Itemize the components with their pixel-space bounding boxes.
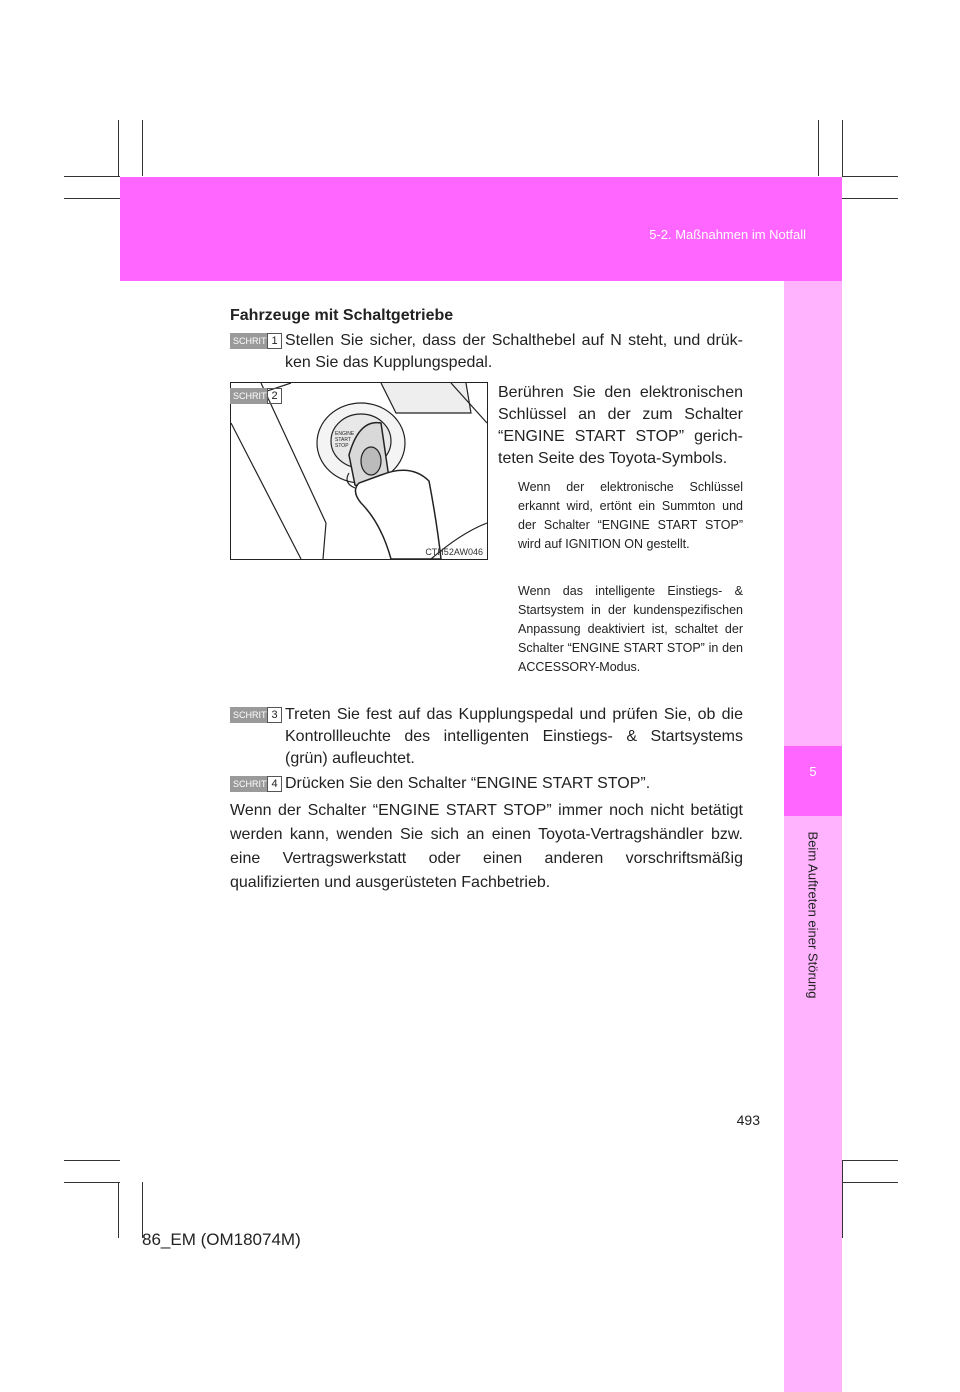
crop-mark <box>818 120 819 176</box>
crop-mark <box>142 120 143 176</box>
step-3-text: Treten Sie fest auf das Kupplungspedal und prüfen Sie, ob die Kontrollleuchte des intelligenten Einstiegs- & Startsystems (grün) aufleuchtet. <box>285 706 743 767</box>
step-number: 2 <box>267 388 282 404</box>
chapter-number: 5 <box>809 764 817 779</box>
step-number: 1 <box>267 333 282 349</box>
section-title: 5-2. Maßnahmen im Notfall <box>649 227 806 242</box>
step-label: SCHRITT <box>230 333 267 349</box>
step-badge-1 <box>230 333 282 349</box>
key-fob-drawing <box>231 383 487 559</box>
closing-paragraph: Wenn der Schalter “ENGINE START STOP” immer noch nicht betätigt werden kann, wenden Sie sich an einen Toyota-Vertragshändler bzw. eine Vertragswerkstatt oder einen anderen vorschriftsmäßig qualifizierten und ausgerüsteten Fachbetrieb. <box>230 802 743 891</box>
crop-mark <box>64 1182 120 1183</box>
crop-mark <box>64 1160 120 1161</box>
step-number: 3 <box>267 707 282 723</box>
figure-code: CTH52AW046 <box>425 547 483 557</box>
step-label: SCHRITT <box>230 776 267 792</box>
document-code: 86_EM (OM18074M) <box>142 1230 301 1249</box>
crop-mark <box>842 1182 898 1183</box>
step-number: 4 <box>267 776 282 792</box>
key-fob-illustration <box>230 382 488 560</box>
step-label: SCHRITT <box>230 707 267 723</box>
step-badge-4 <box>230 776 282 792</box>
section-heading: Fahrzeuge mit Schaltgetriebe <box>230 307 454 324</box>
step-badge-3 <box>230 707 282 723</box>
crop-mark <box>118 120 119 176</box>
note-2: Wenn das intelligente Einstiegs- & Startsystem in der kundenspezifischen Anpassung deaktiviert ist, schaltet der Schalter “ENGINE START STOP” in den ACCESSORY-Modus. <box>518 584 743 674</box>
page-number: 493 <box>736 1112 760 1128</box>
crop-mark <box>842 120 843 176</box>
crop-mark <box>842 1160 898 1161</box>
step-label: SCHRITT <box>230 388 267 404</box>
crop-mark <box>118 1182 119 1238</box>
chapter-tab <box>784 746 842 816</box>
chapter-label: Beim Auftreten einer Störung <box>805 831 821 999</box>
crop-mark <box>842 176 898 177</box>
header-band <box>120 177 842 281</box>
crop-mark <box>64 176 120 177</box>
crop-mark <box>842 198 898 199</box>
note-1: Wenn der elektronische Schlüssel erkannt wird, ertönt ein Summton und der Schalter “ENGINE START STOP” wird auf IGNITION ON gestellt. <box>518 480 743 551</box>
crop-mark <box>842 1160 843 1238</box>
step-1-text: Stellen Sie sicher, dass der Schalthebel auf N steht, und drükken Sie das Kupplungspedal. <box>285 332 743 371</box>
start-button-label: ENGINE START STOP <box>335 431 355 449</box>
step-badge-2 <box>230 388 282 404</box>
crop-mark <box>64 198 120 199</box>
step-4-text: Drücken Sie den Schalter “ENGINE START STOP”. <box>285 775 651 792</box>
step-2-text: Berühren Sie den elektronischen Schlüssel an der zum Schalter “ENGINE START STOP” gerichteten Seite des Toyota-Symbols. <box>498 384 743 467</box>
